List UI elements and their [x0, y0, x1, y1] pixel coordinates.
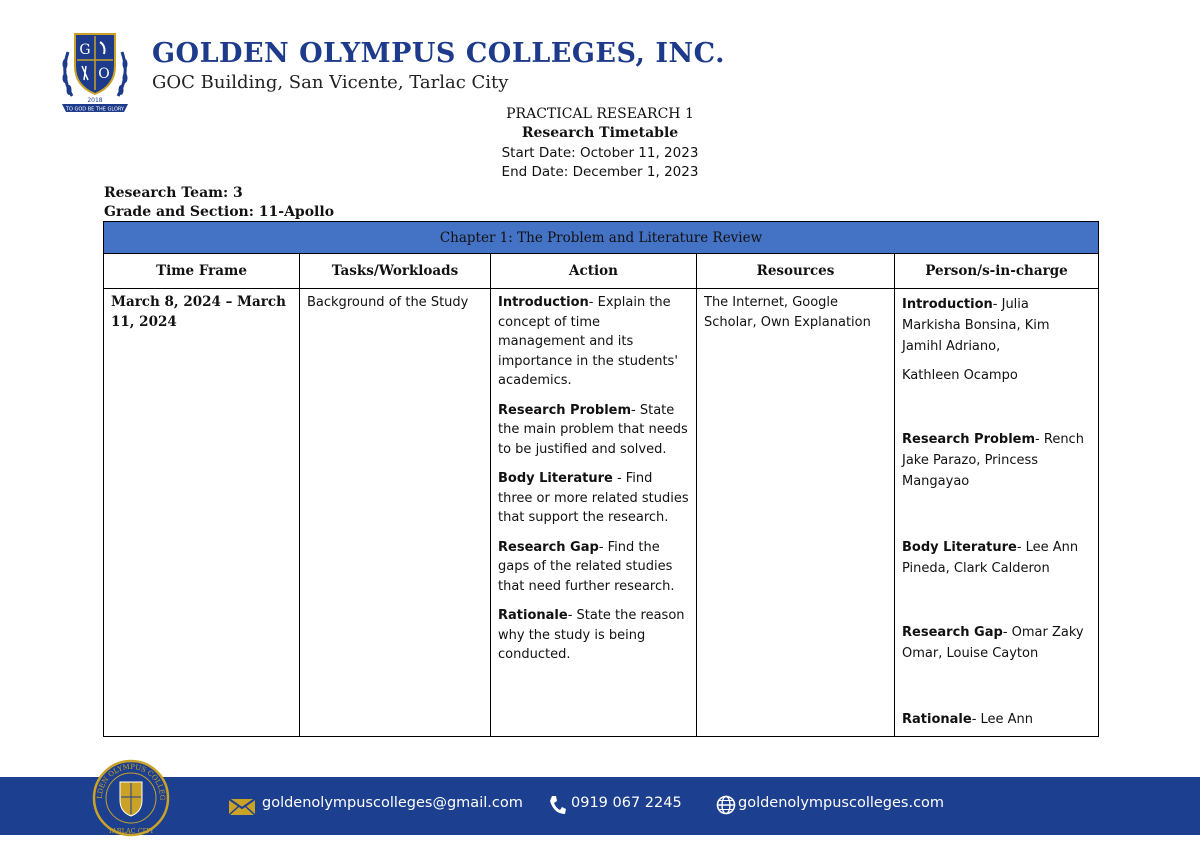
- person-names: - Omar Zaky Omar, Louise Cayton: [902, 625, 1084, 661]
- column-header-resources: Resources: [697, 254, 895, 289]
- phone-icon: [548, 795, 566, 819]
- person-introduction: [895, 294, 1098, 386]
- person-rationale: [895, 709, 1098, 730]
- person-body-literature: [895, 537, 1098, 579]
- action-label: Body Literature: [498, 471, 613, 486]
- person-names: - Lee Ann Pineda, Clark Calderon: [902, 540, 1079, 576]
- action-text: - Find three or more related studies that support the research.: [498, 471, 689, 525]
- chapter-heading: Chapter 1: The Problem and Literature Review: [104, 222, 1099, 254]
- resources-value: The Internet, Google Scholar, Own Explanation: [704, 295, 871, 330]
- research-timetable: [103, 221, 1099, 737]
- document-title: PRACTICAL RESEARCH 1: [506, 106, 694, 122]
- action-text: - Find the gaps of the related studies that need further research.: [498, 539, 675, 594]
- document-subtitle: Research Timetable: [521, 125, 679, 141]
- email-icon: [228, 797, 256, 821]
- crest-letter-g: G: [79, 42, 91, 58]
- table-row: [104, 289, 1099, 737]
- column-header-persons: Person/s-in-charge: [895, 254, 1099, 289]
- grade-section: Grade and Section: 11-Apollo: [104, 204, 335, 220]
- end-date: End Date: December 1, 2023: [501, 164, 699, 180]
- action-introduction: [498, 293, 689, 391]
- college-seal-icon: [92, 752, 170, 844]
- time-frame-cell: [104, 289, 300, 737]
- footer-website[interactable]: goldenolympuscolleges.com: [738, 795, 945, 811]
- crest-motto: TO GOD BE THE GLORY: [65, 106, 125, 113]
- action-label: Research Problem: [498, 402, 632, 418]
- action-text: - Explain the concept of time management and its importance in the students' academics.: [498, 295, 678, 388]
- person-label: Rationale: [902, 712, 972, 727]
- footer-phone[interactable]: 0919 067 2245: [571, 795, 682, 811]
- column-header-tasks: Tasks/Workloads: [300, 254, 491, 289]
- resources-cell: [697, 289, 895, 737]
- persons-cell: [895, 289, 1099, 737]
- person-label: Introduction: [902, 297, 993, 312]
- person-names: - Julia Markisha Bonsina, Kim Jamihl Adriano,: [902, 297, 1050, 354]
- task-value: Background of the Study: [307, 295, 469, 310]
- action-research-gap: [498, 538, 689, 597]
- action-research-problem: [498, 401, 689, 460]
- seal-top-text: LDEN OLYMPUS COLLEG: [95, 762, 167, 801]
- action-label: Rationale: [498, 608, 568, 623]
- person-research-gap: [895, 622, 1098, 664]
- person-label: Research Problem: [902, 432, 1036, 447]
- footer-email[interactable]: goldenolympuscolleges@gmail.com: [262, 795, 523, 811]
- crest-letter-o: O: [98, 66, 110, 82]
- column-header-time-frame: Time Frame: [104, 254, 300, 289]
- action-rationale: [498, 606, 689, 665]
- action-text: - State the reason why the study is being conducted.: [498, 608, 685, 662]
- crest-year: 2018: [87, 97, 103, 104]
- college-crest-icon: [58, 30, 132, 114]
- person-label: Research Gap: [902, 625, 1003, 640]
- action-label: Research Gap: [498, 539, 599, 555]
- start-date: Start Date: October 11, 2023: [501, 145, 699, 161]
- column-header-action: Action: [491, 254, 697, 289]
- college-name: GOLDEN OLYMPUS COLLEGES, INC.: [152, 38, 726, 69]
- action-cell: [491, 289, 697, 737]
- time-frame-value: March 8, 2024 – March 11, 2024: [111, 294, 286, 330]
- person-names: - Rench Jake Parazo, Princess Mangayao: [902, 432, 1084, 489]
- person-research-problem: [895, 429, 1098, 492]
- person-names: - Lee Ann: [971, 712, 1034, 727]
- action-text: - State the main problem that needs to be justified and solved.: [498, 402, 688, 457]
- seal-bottom-text: TARLAC CITY: [108, 827, 154, 835]
- action-body-literature: [498, 469, 689, 528]
- research-team: Research Team: 3: [104, 185, 243, 201]
- person-extra: Kathleen Ocampo: [902, 368, 1018, 383]
- college-address: GOC Building, San Vicente, Tarlac City: [152, 72, 509, 93]
- action-label: Introduction: [498, 295, 589, 310]
- person-label: Body Literature: [902, 540, 1017, 555]
- globe-icon: [716, 795, 736, 819]
- task-cell: [300, 289, 491, 737]
